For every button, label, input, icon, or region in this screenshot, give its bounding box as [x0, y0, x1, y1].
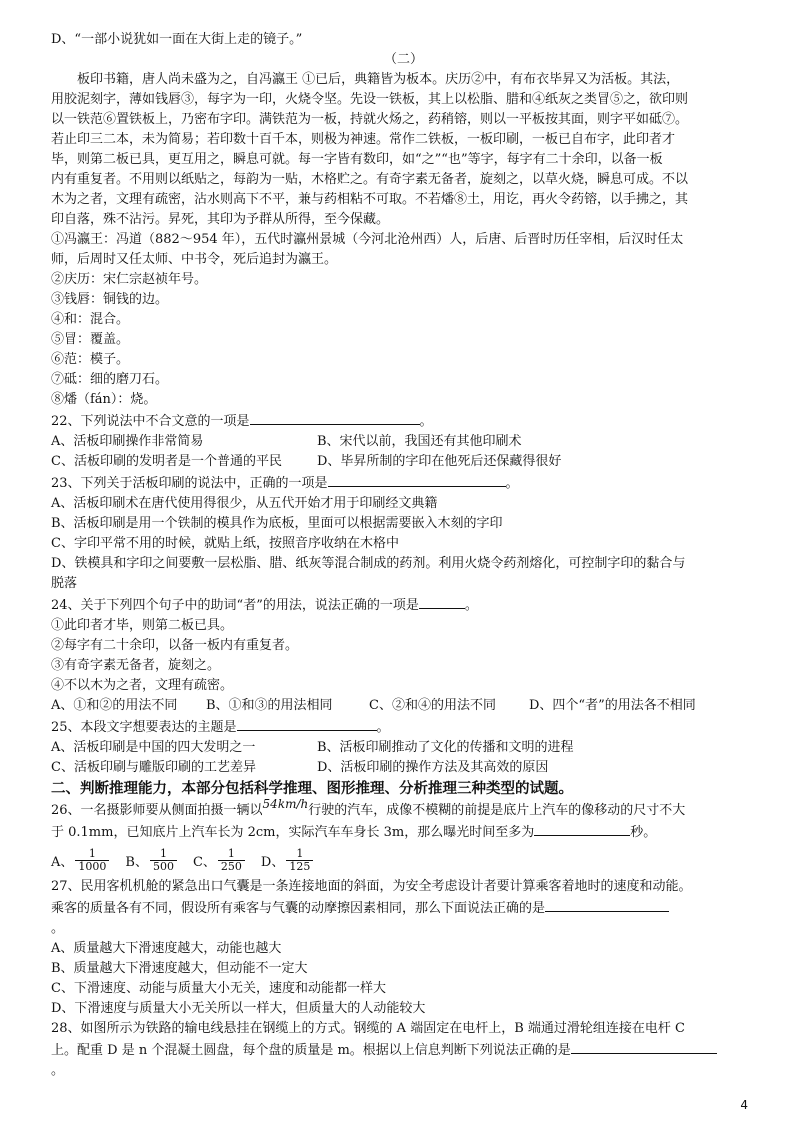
section-marker: （二） — [383, 52, 423, 67]
passage-line: 印自落，殊不沾污。昇死，其印为予群从所得，至今保藏。 — [51, 212, 390, 227]
fraction: $\frac{1}{1000}$ — [75, 848, 109, 873]
answer-blank[interactable] — [419, 594, 465, 609]
option-d[interactable]: D、毕昇所制的字印在他死后还保藏得很好 — [317, 454, 562, 469]
question-stem: 26、一名摄影师要从侧面拍摄一辆以54km/h行驶的汽车，成像不模糊的前提是底片上汽车的像移动的尺寸不大 — [51, 797, 686, 818]
prev-option-d: D、“一部小说犹如一面在大街上走的镜子。” — [51, 32, 303, 47]
option-c[interactable]: C、活板印刷的发明者是一个普通的平民 — [51, 454, 282, 469]
option-d[interactable]: D、活板印刷的操作方法及其高效的原因 — [317, 760, 549, 775]
option-b[interactable]: B、①和③的用法相同 — [206, 698, 333, 713]
question-27 — [51, 877, 756, 1019]
option-d[interactable]: D、 $\frac{1}{125}$ — [261, 848, 315, 873]
question-stem-line2: 上。配重 D 是 n 个混凝土圆盘，每个盘的质量是 m。根据以上信息判断下列说法正确的是 — [51, 1039, 756, 1061]
passage-line: 毕，则第二板已具，更互用之，瞬息可就。每一字皆有数印，如“之”“也”等字，每字有二十余印，以备一板 — [51, 152, 663, 167]
sentence-item: ④不以木为之者，文理有疏密。 — [51, 678, 234, 693]
section-2-title: 二、判断推理能力，本部分包括科学推理、图形推理、分析推理三种类型的试题。 — [51, 781, 573, 797]
answer-blank[interactable] — [250, 410, 420, 425]
options-row — [51, 432, 756, 452]
option-c[interactable]: C、 $\frac{1}{250}$ — [193, 848, 247, 873]
question-25 — [51, 716, 756, 778]
option-d-continued: 脱落 — [51, 576, 78, 591]
option-d[interactable]: D、四个“者”的用法各不相同 — [529, 698, 696, 713]
answer-blank[interactable] — [237, 716, 377, 731]
note: ①冯瀛王：冯道（882～954 年），五代时瀛州景城（今河北沧州西）人，后唐、后晋时历任宰相，后汉时任太 — [51, 232, 684, 247]
passage-line: 内有重复者。不用则以纸贴之，每韵为一贴，木格贮之。有奇字素无备者，旋刻之，以草火烧，瞬息可成。不以 — [51, 172, 689, 187]
option-a[interactable]: A、活板印刷是中国的四大发明之一 — [51, 740, 256, 755]
option-b[interactable]: B、活板印刷是用一个铁制的模具作为底板，里面可以根据需要嵌入木刻的字印 — [51, 516, 503, 531]
speed-value: 54km/h — [262, 797, 309, 811]
sentence-item: ②每字有二十余印，以备一板内有重复者。 — [51, 638, 299, 653]
answer-blank[interactable] — [571, 1039, 717, 1054]
question-28 — [51, 1019, 756, 1081]
note: ③钱唇：铜钱的边。 — [51, 292, 169, 307]
question-stem: 25、本段文字想要表达的主题是 。 — [51, 716, 756, 738]
option-c[interactable]: C、活板印刷与雕版印刷的工艺差异 — [51, 760, 256, 775]
annotations — [51, 230, 756, 410]
note: ⑦砥：细的磨刀石。 — [51, 372, 169, 387]
option-c[interactable]: C、下滑速度、动能与质量大小无关，速度和动能都一样大 — [51, 981, 386, 996]
fraction: $\frac{1}{250}$ — [218, 848, 245, 873]
answer-blank[interactable] — [545, 897, 669, 912]
passage-line: 若止印三二本，未为简易；若印数十百千本，则极为神速。常作二铁板，一板印刷，一板已自布字，此印者才 — [51, 132, 676, 147]
options-row — [51, 696, 756, 716]
question-26 — [51, 797, 756, 877]
note: ⑥范：模子。 — [51, 352, 130, 367]
sentence-item: ①此印者才毕，则第二板已具。 — [51, 618, 234, 633]
note: ②庆历：宋仁宗赵祯年号。 — [51, 272, 208, 287]
question-24 — [51, 594, 756, 716]
note: ⑤冒：覆盖。 — [51, 332, 130, 347]
note: 师，后周时又任太师、中书令，死后追封为瀛王。 — [51, 252, 338, 267]
passage-line: 以一铁范⑥置铁板上，乃密布字印。满铁范为一板，持就火炀之，药稍镕，则以一平板按其面，则字平如砥⑦。 — [51, 112, 689, 127]
option-b[interactable]: B、 $\frac{1}{500}$ — [125, 848, 179, 873]
question-stem: 27、民用客机机舱的紧急出口气囊是一条连接地面的斜面，为安全考虑设计者要计算乘客着地时的速度和动能。 — [51, 879, 692, 894]
question-22 — [51, 410, 756, 472]
option-a[interactable]: A、①和②的用法不同 — [51, 698, 178, 713]
option-a[interactable]: A、活板印刷操作非常简易 — [51, 434, 204, 449]
answer-blank[interactable] — [328, 472, 506, 487]
question-stem: 28、如图所示为铁路的输电线悬挂在钢缆上的方式。钢缆的 A 端固定在电杆上，B 端通过滑轮组连接在电杆 C — [51, 1021, 685, 1036]
document-page — [51, 30, 756, 1081]
options-row — [51, 452, 756, 472]
option-a[interactable]: A、 $\frac{1}{1000}$ — [51, 848, 111, 873]
question-stem: 24、关于下列四个句子中的助词“者”的用法，说法正确的一项是 。 — [51, 594, 756, 616]
answer-blank[interactable] — [534, 821, 630, 836]
fraction: $\frac{1}{125}$ — [286, 848, 313, 873]
note: ④和：混合。 — [51, 312, 130, 327]
question-stem-line2: 乘客的质量各有不同，假设所有乘客与气囊的动摩擦因素相同，那么下面说法正确的是 — [51, 897, 756, 919]
page-number: 4 — [740, 1098, 748, 1112]
option-c[interactable]: C、②和④的用法不同 — [369, 698, 496, 713]
option-a[interactable]: A、质量越大下滑速度越大，动能也越大 — [51, 941, 282, 956]
note: ⑧燔（fán）：烧。 — [51, 392, 157, 407]
option-c[interactable]: C、字印平常不用的时候，就贴上纸，按照音序收纳在木格中 — [51, 536, 399, 551]
option-d[interactable]: D、下滑速度与质量大小无关所以一样大，但质量大的人动能较大 — [51, 1001, 426, 1016]
question-stem: 23、下列关于活板印刷的说法中，正确的一项是 。 — [51, 472, 756, 494]
question-23 — [51, 472, 756, 594]
option-a[interactable]: A、活板印刷术在唐代使用得很少，从五代开始才用于印刷经文典籍 — [51, 496, 438, 511]
passage — [51, 70, 756, 230]
options-row — [51, 758, 756, 778]
question-stem-line2: 于 0.1mm，已知底片上汽车长为 2cm，实际汽车车身长 3m，那么曝光时间至多为 秒。 — [51, 821, 756, 843]
question-stem-end: 。 — [51, 921, 65, 936]
passage-line: 用胶泥刻字，薄如钱唇③，每字为一印，火烧令坚。先设一铁板，其上以松脂、腊和④纸灰之类冒⑤之，欲印则 — [51, 92, 689, 107]
option-b[interactable]: B、宋代以前，我国还有其他印刷术 — [317, 434, 522, 449]
option-d[interactable]: D、铁模具和字印之间要敷一层松脂、腊、纸灰等混合制成的药剂。利用火烧令药剂熔化，可控制字印的黏合与 — [51, 556, 686, 571]
options-row — [51, 738, 756, 758]
passage-line: 板印书籍，唐人尚未盛为之，自冯瀛王 ①已后，典籍皆为板本。庆历②中，有布衣毕昇又为活板。其法， — [77, 72, 680, 87]
option-b[interactable]: B、活板印刷推动了文化的传播和文明的进程 — [317, 740, 574, 755]
question-stem: 22、下列说法中不合文意的一项是 。 — [51, 410, 756, 432]
sentence-item: ③有奇字素无备者，旋刻之。 — [51, 658, 221, 673]
fraction-options — [51, 843, 756, 877]
question-stem-end: 。 — [51, 1063, 65, 1078]
option-b[interactable]: B、质量越大下滑速度越大，但动能不一定大 — [51, 961, 308, 976]
fraction: $\frac{1}{500}$ — [150, 848, 177, 873]
passage-line: 木为之者，文理有疏密，沾水则高下不平，兼与药相粘不可取。不若燔⑧土，用讫，再火令药镕，以手拂之，其 — [51, 192, 689, 207]
